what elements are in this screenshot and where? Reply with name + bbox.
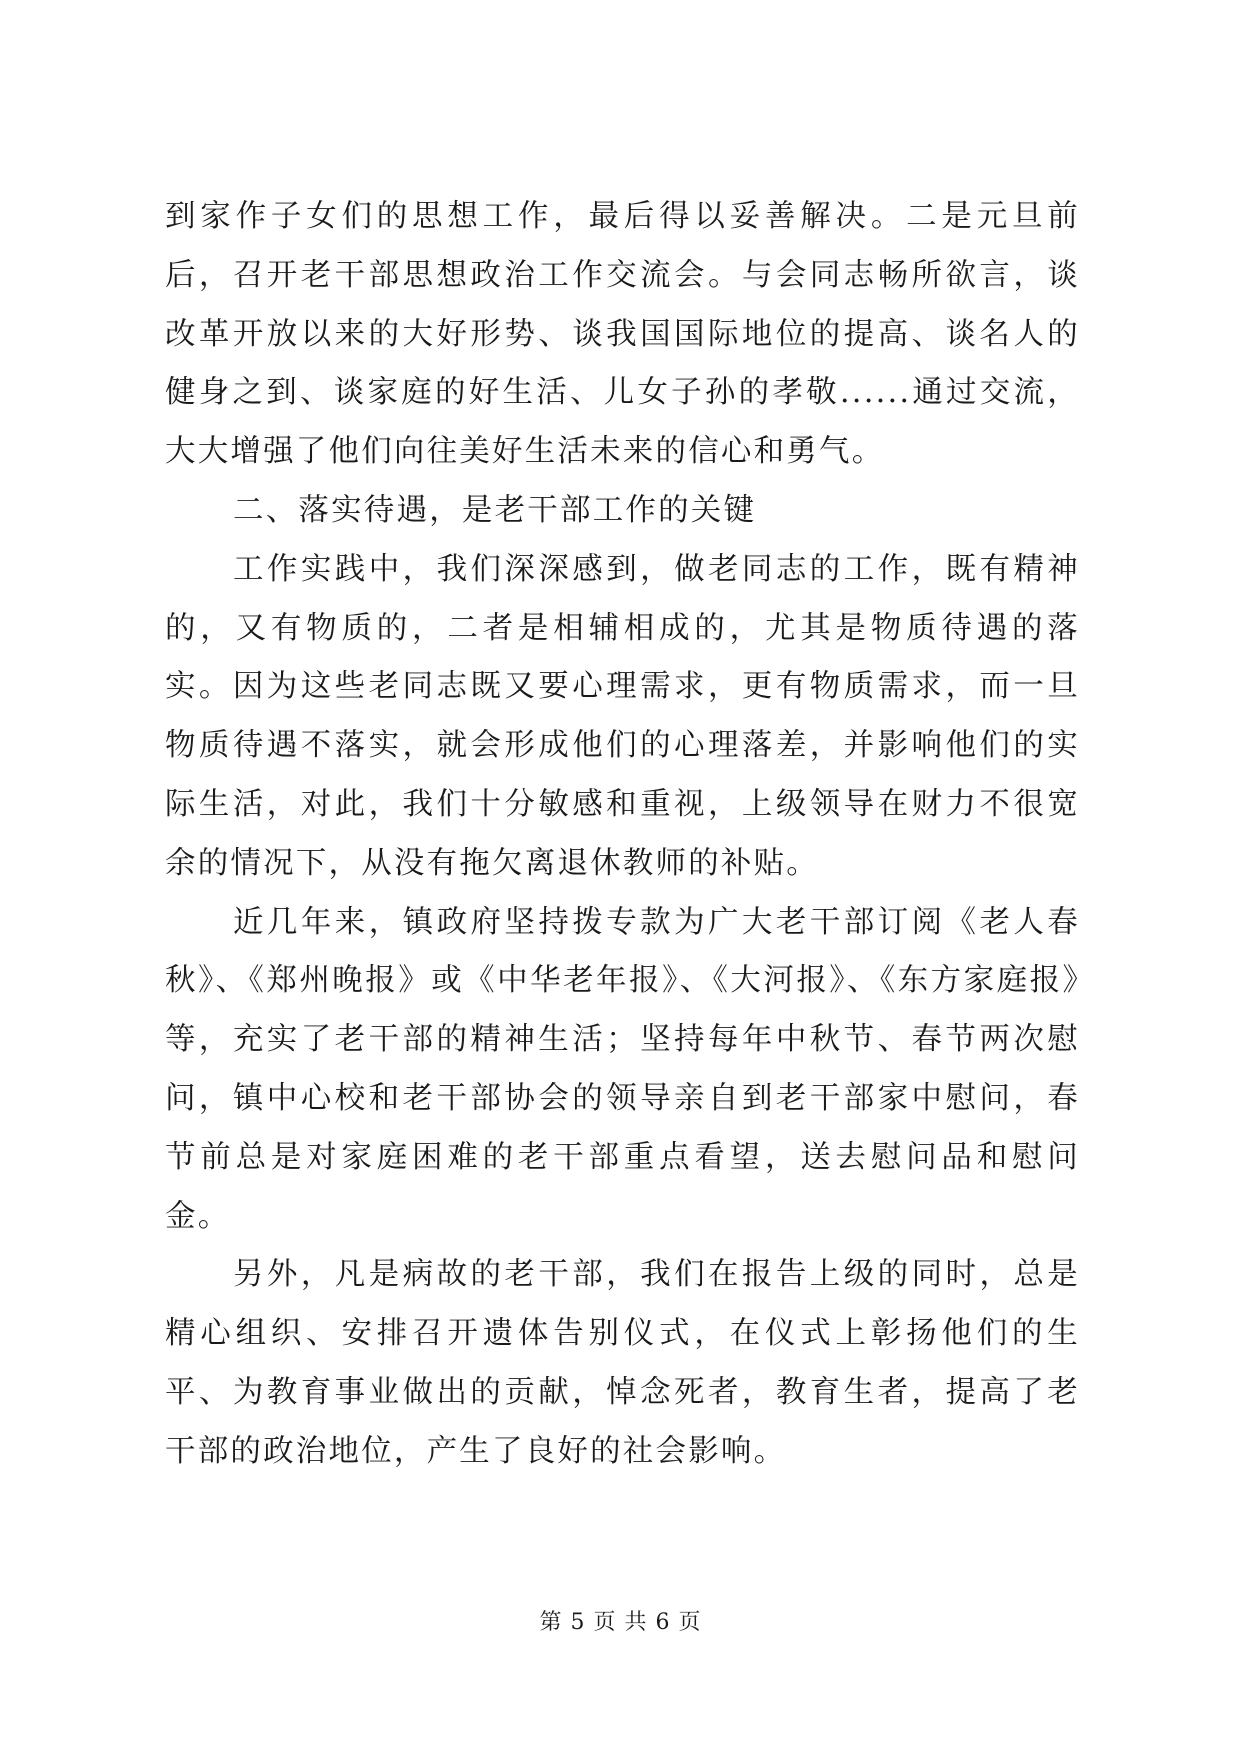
section-heading: 二、落实待遇，是老干部工作的关键	[233, 492, 757, 528]
paragraph: 另外，凡是病故的老干部，我们在报告上级的同时，总是精心组织、安排召开遗体告别仪式，在仪式上彰扬他们的生平、为教育事业做出的贡献，悼念死者，教育生者，提高了老干部的政治地位，产生了良好的社会影响。	[165, 1257, 1080, 1469]
paragraph: 近几年来，镇政府坚持拨专款为广大老干部订阅《老人春秋》、《郑州晚报》或《中华老年报》、《大河报》、《东方家庭报》等，充实了老干部的精神生活；坚持每年中秋节、春节两次慰问，镇中心校和老干部协会的领导亲自到老干部家中慰问，春节前总是对家庭困难的老干部重点看望，送去慰问品和慰问金。	[165, 904, 1080, 1234]
paragraph-continuation: 到家作子女们的思想工作，最后得以妥善解决。二是元旦前后，召开老干部思想政治工作交流会。与会同志畅所欲言，谈改革开放以来的大好形势、谈我国国际地位的提高、谈名人的健身之到、谈家庭的好生活、儿女子孙的孝敬......通过交流，大大增强了他们向往美好生活未来的信心和勇气。	[165, 199, 1080, 470]
document-body	[165, 188, 1080, 1482]
paragraph: 工作实践中，我们深深感到，做老同志的工作，既有精神的，又有物质的，二者是相辅相成的，尤其是物质待遇的落实。因为这些老同志既又要心理需求，更有物质需求，而一旦物质待遇不落实，就会形成他们的心理落差，并影响他们的实际生活，对此，我们十分敏感和重视，上级领导在财力不很宽余的情况下，从没有拖欠离退休教师的补贴。	[165, 551, 1080, 881]
page-number-footer: 第 5 页 共 6 页	[539, 1610, 702, 1635]
